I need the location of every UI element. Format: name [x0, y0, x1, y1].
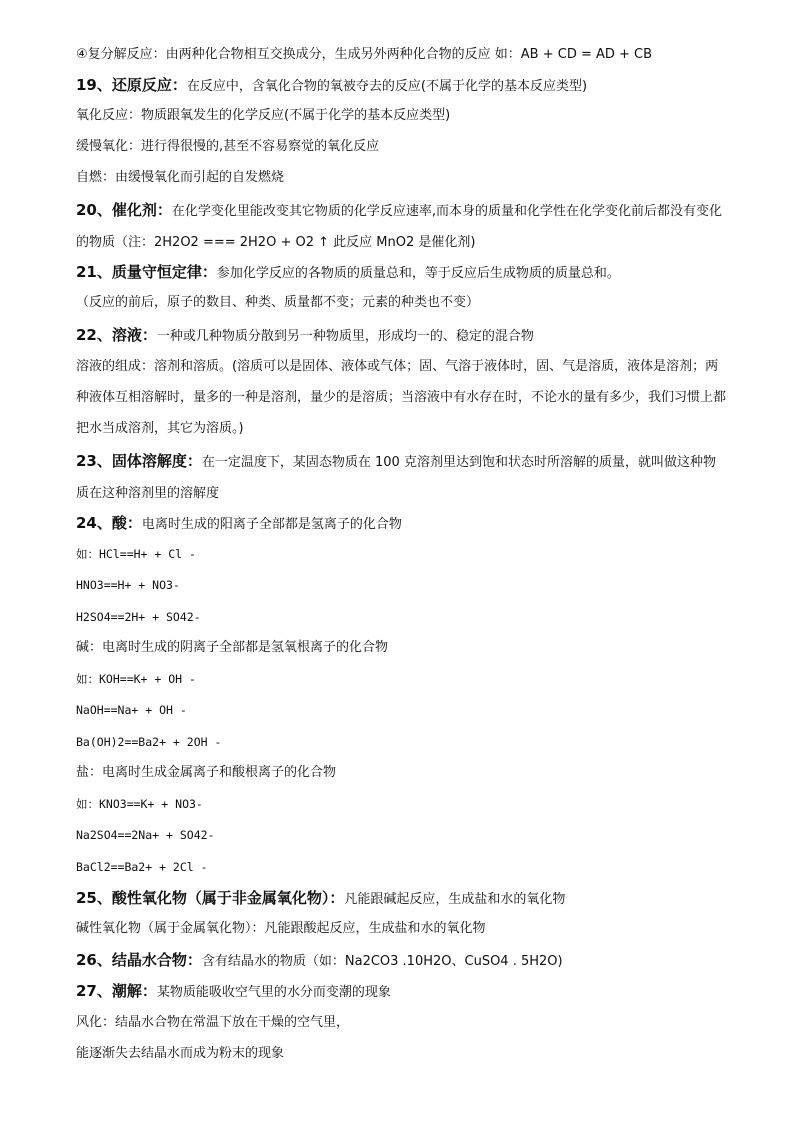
text-line [76, 514, 402, 534]
line-text: 如：KNO3==K+ + NO3- [76, 797, 203, 811]
text-line [76, 169, 284, 187]
line-text: 碱性氧化物（属于金属氧化物）：凡能跟酸起反应，生成盐和水的氧化物 [76, 921, 486, 936]
formula-line [76, 545, 196, 563]
text-line [76, 639, 388, 657]
section-heading: 24、酸： [76, 514, 142, 532]
section-heading: 23、固体溶解度： [76, 452, 202, 470]
line-text: 在化学变化里能改变其它物质的化学反应速率,而本身的质量和化学性在化学变化前后都没有变化的物质（注：2H2O2 === 2H2O + O2 ↑ 此反应 MnO2 是催化剂) [76, 204, 723, 250]
text-paragraph [76, 195, 726, 258]
text-line [76, 920, 486, 938]
line-text: 在反应中，含氧化合物的氧被夺去的反应(不属于化学的基本反应类型) [186, 79, 588, 94]
text-line [76, 294, 479, 312]
line-text: 如：HCl==H+ + Cl - [76, 547, 196, 561]
formula-line [76, 701, 187, 719]
formula-line [76, 826, 214, 844]
line-text: 如：KOH==K+ + OH - [76, 672, 196, 686]
line-text: HNO3==H+ + NO3- [76, 578, 180, 592]
line-text: 含有结晶水的物质（如：Na2CO3 .10H2O、CuSO4 . 5H2O) [201, 954, 563, 969]
line-text: NaOH==Na+ + OH - [76, 703, 187, 717]
formula-line [76, 576, 180, 594]
line-text: 盐：电离时生成金属离子和酸根离子的化合物 [76, 765, 337, 780]
line-text: 氧化反应：物质跟氧发生的化学反应(不属于化学的基本反应类型) [76, 108, 451, 123]
line-text: 凡能跟碱起反应，生成盐和水的氧化物 [344, 892, 566, 907]
formula-line [76, 733, 221, 751]
line-text: （反应的前后，原子的数目、种类、质量都不变；元素的种类也不变） [76, 295, 480, 310]
line-text: 缓慢氧化：进行得很慢的,甚至不容易察觉的氧化反应 [76, 139, 380, 154]
text-line [76, 138, 379, 156]
line-text: 溶液的组成：溶剂和溶质。(溶质可以是固体、液体或气体；固、气溶于液体时，固、气是溶质，液体是溶剂；两种液体互相溶解时，量多的一种是溶剂，量少的是溶质；当溶液中有水存在时，不论水的量有多少，我们习惯上都把水当成溶剂，其它为溶质。) [76, 359, 727, 436]
text-paragraph [76, 446, 726, 509]
line-text: H2SO4==2H+ + SO42- [76, 610, 201, 624]
line-text: BaCl2==Ba2+ + 2Cl - [76, 860, 208, 874]
section-heading: 19、还原反应： [76, 76, 187, 94]
text-line [76, 326, 534, 346]
line-text: 某物质能吸收空气里的水分而变潮的现象 [156, 985, 391, 1000]
section-heading: 20、催化剂： [76, 201, 172, 219]
text-line [76, 764, 336, 782]
text-line [76, 76, 587, 96]
formula-line [76, 858, 208, 876]
text-line [76, 1045, 284, 1063]
text-line [76, 951, 563, 971]
line-text: ④复分解反应：由两种化合物相互交换成分，生成另外两种化合物的反应 如：AB + CD = AD + CB [76, 47, 653, 62]
section-heading: 27、潮解： [76, 982, 157, 1000]
section-heading: 25、酸性氧化物（属于非金属氧化物）： [76, 889, 345, 907]
text-paragraph [76, 351, 726, 444]
text-line [76, 107, 450, 125]
line-text: 风化：结晶水合物在常温下放在干燥的空气里， [76, 1015, 350, 1030]
section-heading: 22、溶液： [76, 326, 157, 344]
text-line [76, 1014, 349, 1032]
line-text: 电离时生成的阳离子全部都是氢离子的化合物 [141, 517, 402, 532]
text-line [76, 46, 652, 64]
section-heading: 21、质量守恒定律： [76, 263, 217, 281]
line-text: Na2SO4==2Na+ + SO42- [76, 828, 215, 842]
text-line [76, 263, 620, 283]
formula-line [76, 670, 196, 688]
line-text: 碱：电离时生成的阴离子全部都是氢氧根离子的化合物 [76, 640, 389, 655]
line-text: 能逐渐失去结晶水而成为粉末的现象 [76, 1046, 285, 1061]
section-heading: 26、结晶水合物： [76, 951, 202, 969]
formula-line [76, 795, 203, 813]
line-text: 参加化学反应的各物质的质量总和，等于反应后生成物质的质量总和。 [216, 266, 620, 281]
text-line [76, 982, 391, 1002]
line-text: 自燃：由缓慢氧化而引起的自发燃烧 [76, 170, 285, 185]
line-text: Ba(OH)2==Ba2+ + 2OH - [76, 735, 222, 749]
formula-line [76, 608, 201, 626]
line-text: 一种或几种物质分散到另一种物质里，形成均一的、稳定的混合物 [156, 329, 534, 344]
line-text: 在一定温度下，某固态物质在 100 克溶剂里达到饱和状态时所溶解的质量，就叫做这种物质在这种溶剂里的溶解度 [76, 455, 716, 501]
text-line [76, 889, 565, 909]
